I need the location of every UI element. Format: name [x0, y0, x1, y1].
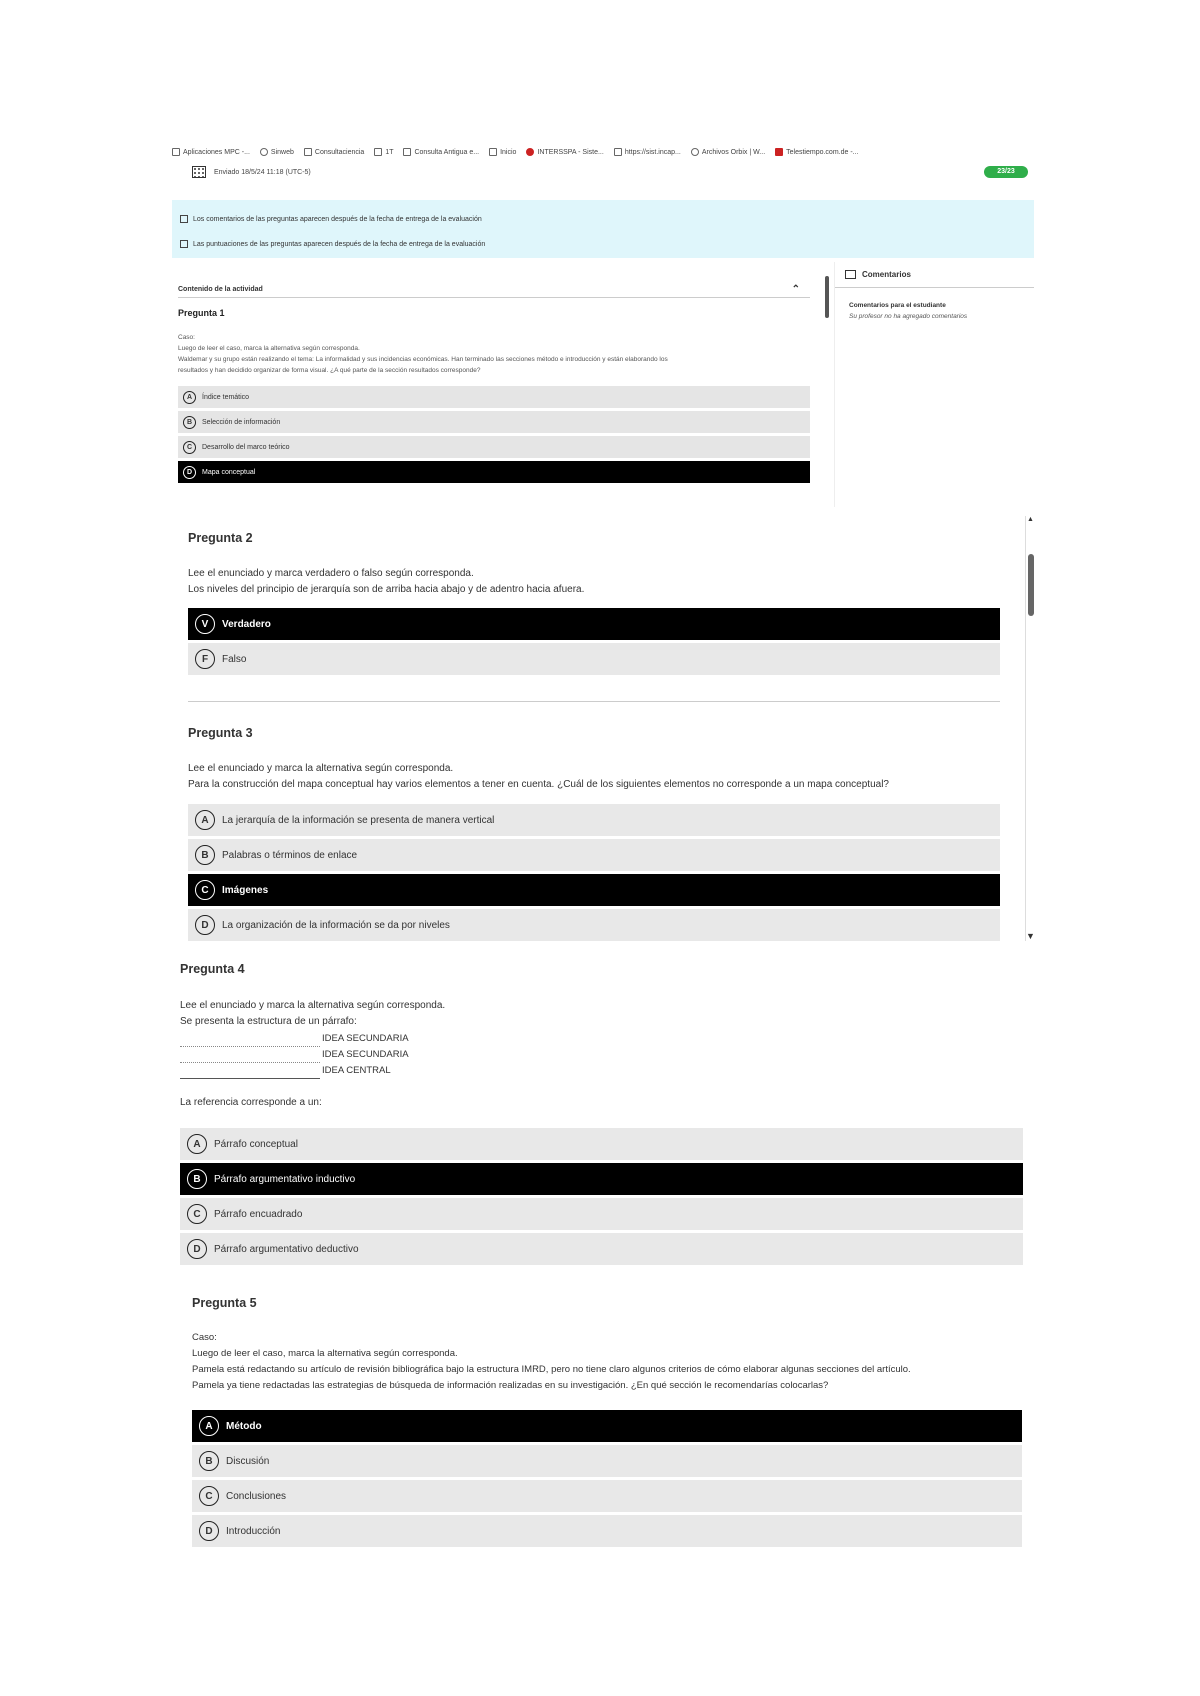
bookmark[interactable]: Aplicaciones MPC -... [172, 148, 250, 156]
screenshot-question-4 [170, 950, 1035, 1270]
submission-info [172, 162, 1034, 182]
bookmark[interactable]: Archivos Orbix | W... [691, 148, 765, 156]
answer-options [178, 386, 810, 483]
site-icon [403, 148, 411, 156]
answer-options [188, 804, 1000, 941]
question-text: Lee el enunciado y marca verdadero o falso según corresponda. Los niveles del principio de jerarquía son de arriba hacia abajo y de adentro hacia afuera. [188, 568, 585, 595]
content-header[interactable]: Contenido de la actividad ⌃ [178, 272, 810, 298]
answer-option-selected[interactable]: A Método [192, 1410, 1022, 1442]
bookmarks-bar [172, 142, 1034, 162]
bookmark[interactable]: Sinweb [260, 148, 294, 156]
question-title: Pregunta 3 [188, 726, 253, 740]
scrollbar[interactable] [1025, 516, 1036, 941]
answer-option[interactable]: C Desarrollo del marco teórico [178, 436, 810, 458]
comments-note: Su profesor no ha agregado comentarios [849, 313, 968, 320]
calendar-icon [192, 166, 206, 178]
scroll-down-icon[interactable]: ▼ [1026, 931, 1035, 941]
comment-icon [180, 215, 188, 223]
globe-icon [260, 148, 268, 156]
bookmark[interactable]: Telestiempo.com.de -... [775, 148, 858, 156]
answer-options [188, 608, 1000, 678]
activity-content [178, 272, 810, 507]
scrollbar-thumb[interactable] [825, 276, 829, 318]
site-icon [489, 148, 497, 156]
answer-option[interactable]: B Discusión [192, 1445, 1022, 1477]
score-badge: 23/23 [984, 166, 1028, 178]
answer-option[interactable]: A Párrafo conceptual [180, 1128, 1023, 1160]
question-text: Caso: Luego de leer el caso, marca la alternativa según corresponda. Pamela está redactando su artículo de revisión bibliográfica bajo la estructura IMRD, pero no tiene claro algunos criterios de cómo elaborar algunas secciones del artículo. Pamela ya tiene redactadas las estrategias de búsqueda de información realizadas en su investigación. ¿En qué sección le recomendarías colocarlas? [192, 1332, 911, 1391]
question-text: Lee el enunciado y marca la alternativa según corresponda. Para la construcción del mapa conceptual hay varios elementos a tener en cuenta. ¿Cuál de los siguientes elementos no corresponde a un mapa conceptual? [188, 763, 889, 790]
comment-icon [845, 270, 856, 279]
folder-icon [172, 148, 180, 156]
comments-panel [834, 262, 1034, 507]
page-icon [614, 148, 622, 156]
answer-option[interactable]: B Palabras o términos de enlace [188, 839, 1000, 871]
answer-option[interactable]: A Índice temático [178, 386, 810, 408]
notice-banner [172, 200, 1034, 258]
answer-option-selected[interactable]: V Verdadero [188, 608, 1000, 640]
bookmark[interactable]: 1T [374, 148, 393, 156]
bookmark[interactable]: Consultaciencia [304, 148, 364, 156]
site-icon [691, 148, 699, 156]
answer-option-selected[interactable]: D Mapa conceptual [178, 461, 810, 483]
bookmark[interactable]: INTERSSPA - Siste... [526, 148, 603, 156]
answer-option[interactable]: F Falso [188, 643, 1000, 675]
answer-option-selected[interactable]: B Párrafo argumentativo inductivo [180, 1163, 1023, 1195]
answer-option[interactable]: A La jerarquía de la información se presenta de manera vertical [188, 804, 1000, 836]
screenshot-activity-header [172, 142, 1034, 507]
page-icon [304, 148, 312, 156]
divider [188, 701, 1000, 702]
notice-scores: Las puntuaciones de las preguntas aparecen después de la fecha de entrega de la evaluación [193, 240, 486, 248]
question-text: Caso: Luego de leer el caso, marca la alternativa según corresponda. Waldemar y su grupo están realizando el tema: La informalidad y sus incidencias económicas. Han terminado las secciones método e introducción y están elaborando los resultados y han decidido organizar de forma visual. ¿A qué parte de la sección resultados corresponde? [178, 334, 668, 374]
answer-option[interactable]: B Selección de información [178, 411, 810, 433]
scroll-up-icon[interactable]: ▲ [1027, 516, 1034, 523]
answer-options [180, 1128, 1023, 1268]
answer-option-selected[interactable]: C Imágenes [188, 874, 1000, 906]
question-title: Pregunta 1 [178, 308, 225, 318]
question-title: Pregunta 4 [180, 962, 245, 976]
paragraph-structure: IDEA SECUNDARIA IDEA SECUNDARIA IDEA CENTRAL [180, 1031, 409, 1079]
screenshot-question-5 [182, 1286, 1030, 1558]
site-icon [526, 148, 534, 156]
answer-option[interactable]: C Conclusiones [192, 1480, 1022, 1512]
answer-options [192, 1410, 1022, 1550]
comments-header: Comentarios [862, 270, 911, 279]
page-icon [374, 148, 382, 156]
question-text: Lee el enunciado y marca la alternativa según corresponda. Se presenta la estructura de un párrafo: [180, 1000, 446, 1027]
chevron-up-icon[interactable]: ⌃ [791, 284, 800, 295]
answer-option[interactable]: D Párrafo argumentativo deductivo [180, 1233, 1023, 1265]
answer-option[interactable]: D La organización de la información se da por niveles [188, 909, 1000, 941]
sent-date: Enviado 18/5/24 11:18 (UTC-5) [214, 168, 311, 176]
site-icon [775, 148, 783, 156]
comments-title: Comentarios para el estudiante [849, 302, 946, 309]
question-prompt: La referencia corresponde a un: [180, 1097, 322, 1108]
scrollbar-thumb[interactable] [1028, 554, 1034, 616]
question-title: Pregunta 5 [192, 1296, 257, 1310]
answer-option[interactable]: D Introducción [192, 1515, 1022, 1547]
bookmark[interactable]: Consulta Antigua e... [403, 148, 479, 156]
question-title: Pregunta 2 [188, 531, 253, 545]
bookmark[interactable]: Inicio [489, 148, 516, 156]
document-icon [180, 240, 188, 248]
screenshot-questions-2-3 [178, 516, 1036, 941]
answer-option[interactable]: C Párrafo encuadrado [180, 1198, 1023, 1230]
scrollbar[interactable] [824, 262, 830, 507]
bookmark[interactable]: https://sist.incap... [614, 148, 681, 156]
notice-comments: Los comentarios de las preguntas aparecen después de la fecha de entrega de la evaluación [193, 215, 482, 223]
